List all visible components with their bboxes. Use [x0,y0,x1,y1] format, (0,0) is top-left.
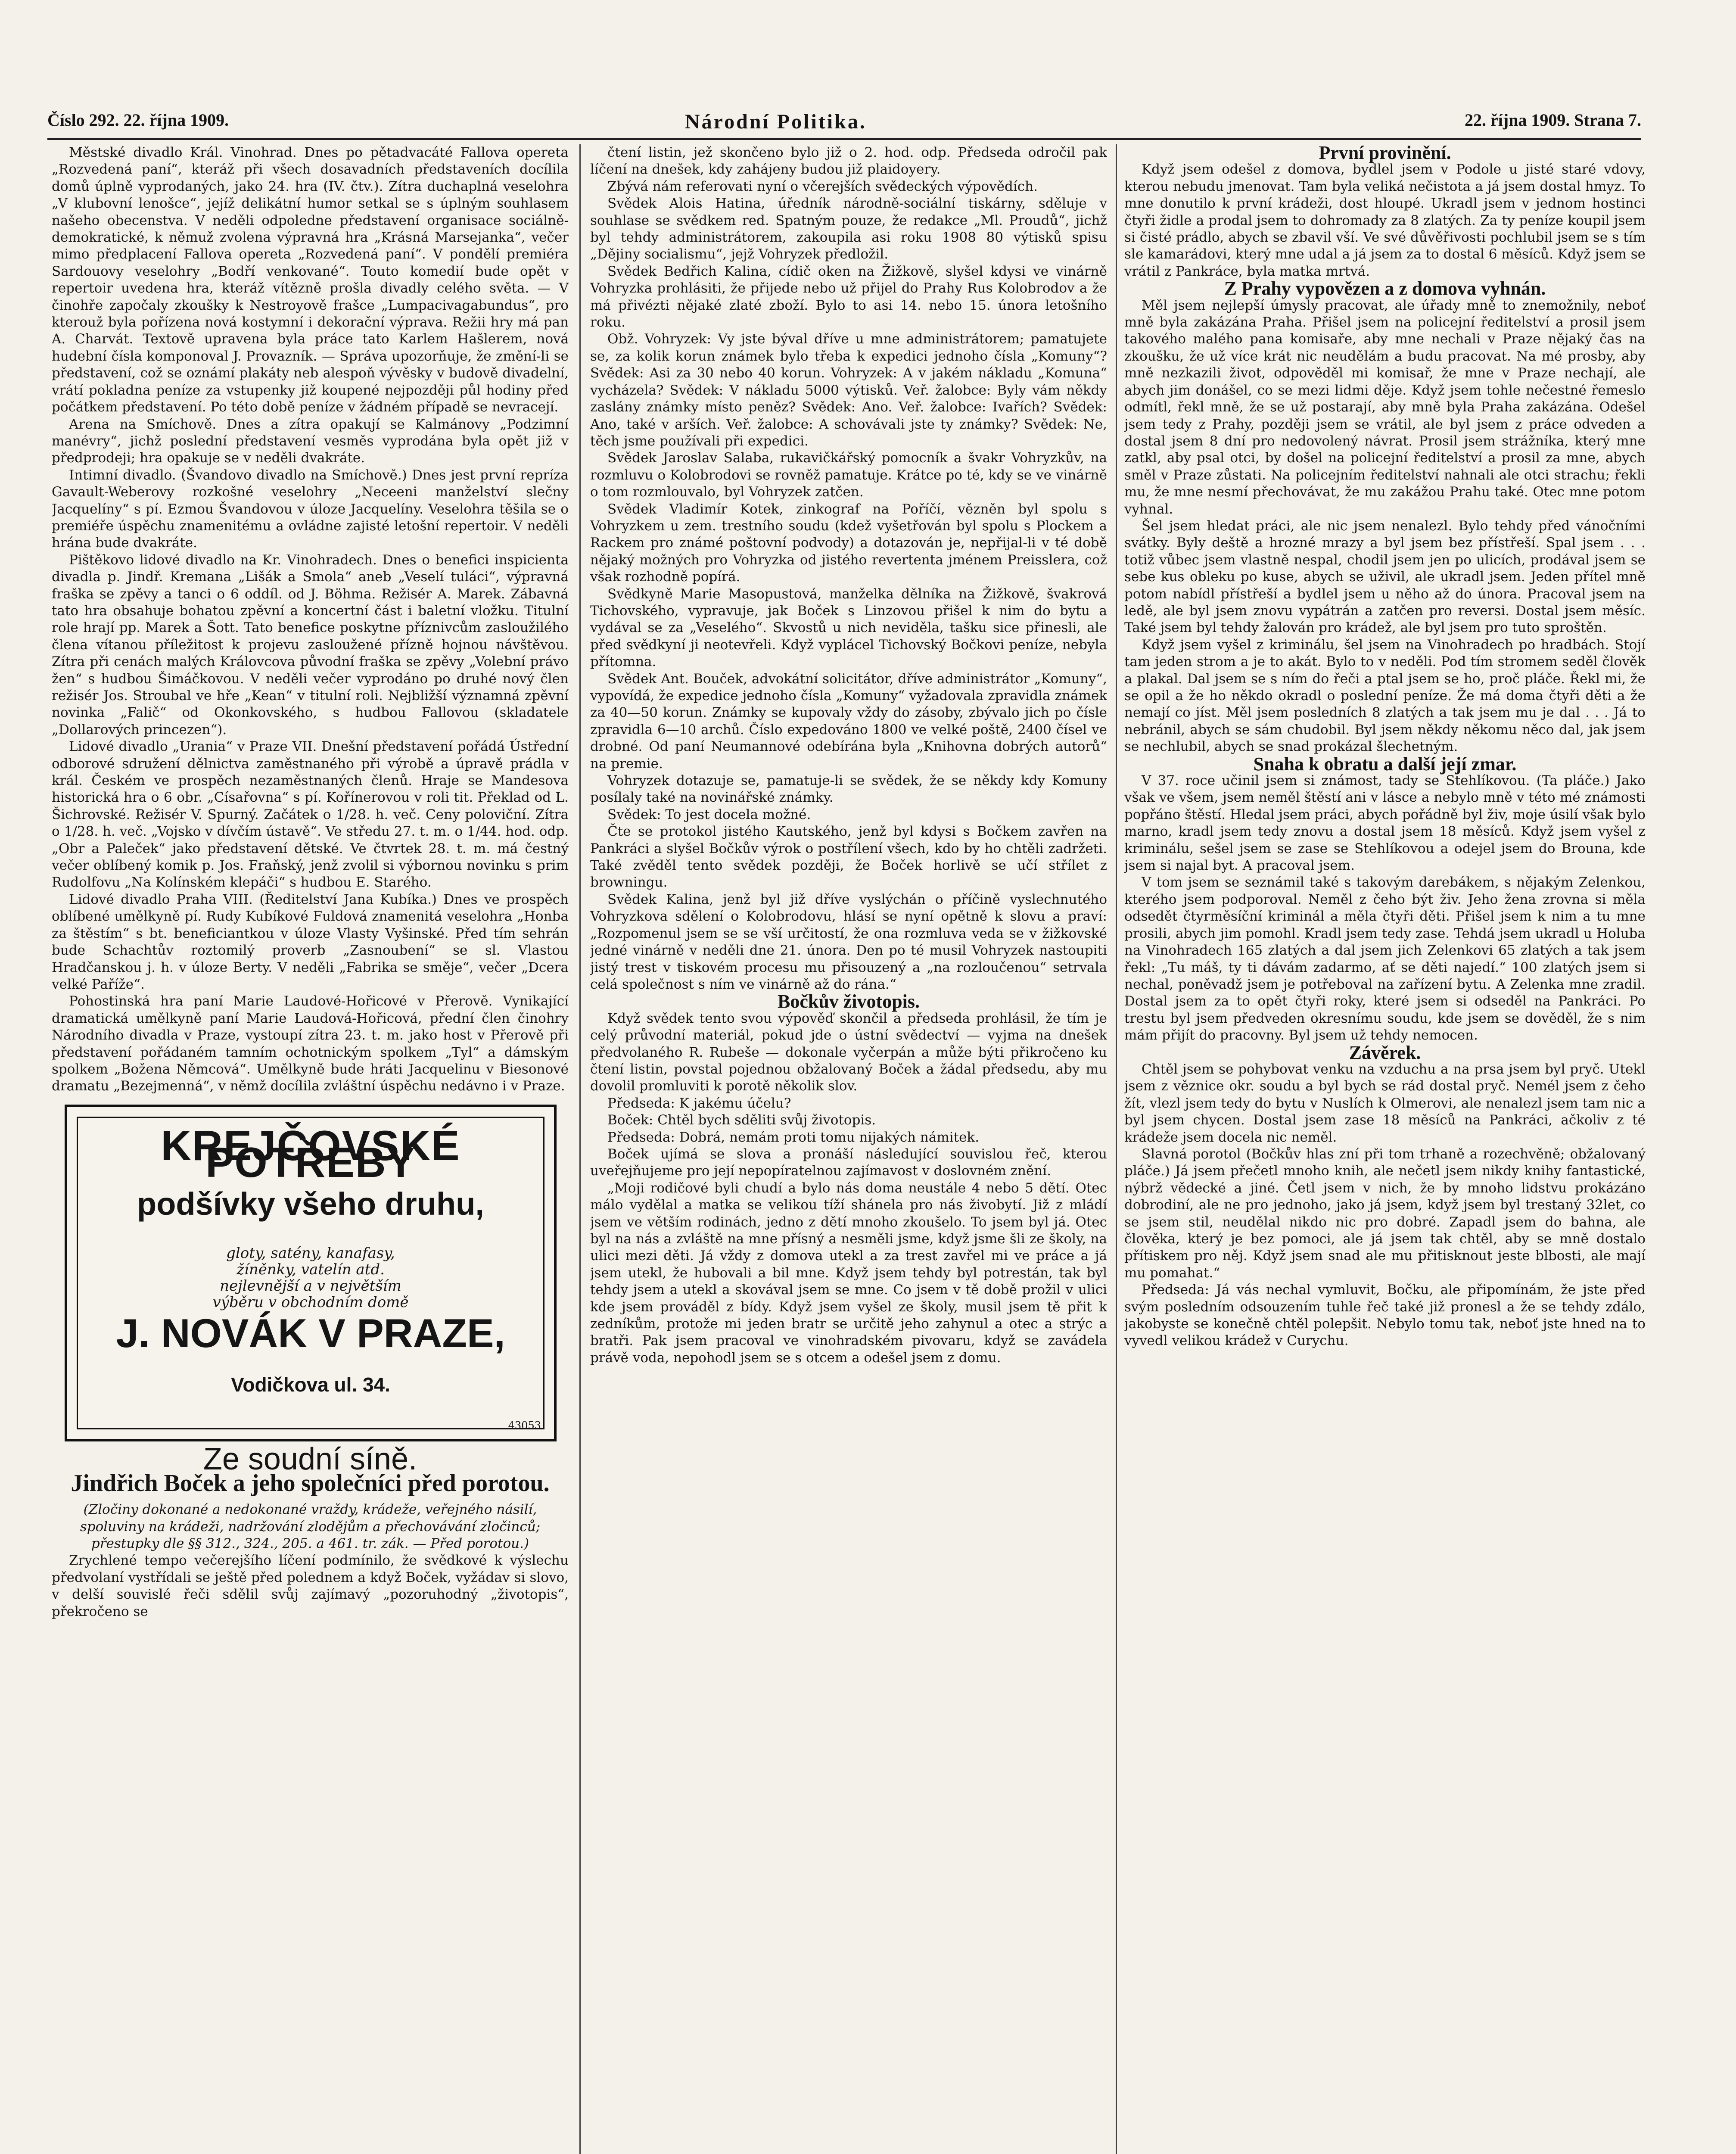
article-paragraph: Když jsem vyšel z kriminálu, šel jsem na Vinohradech po hradbách. Stojí tam jeden strom a je to akát. Bylo to v neděli. Pod tím stromem seděl člověk a plakal. Dal jsem se s ním do řeči a ptal jsem se ho, proč pláče. Řekl mi, že se opil a že ho někdo okradl o poslední peníze. Že má doma čtyři děti a že nemají co jíst. Měl jsem posledních 8 zlatých a tak jsem mu je dal . . . Já to nebránil, abych se sám chudobil. Byl jsem někdy někomu něco dal, jak jsem se nechlubil, abych se snad prokázal šlechetným. [1124,637,1646,755]
article-paragraph: Zbývá nám referovati nyní o včerejších svědeckých výpovědích. [607,178,1038,194]
column-3 [1124,144,1646,2154]
article-paragraph: Slavná porotol (Bočkův hlas zní při tom trhaně a rozechvěně; obžalovaný pláče.) Já jsem přečetl mnoho knih, ale nečetl jsem nikdy knihy fantastické, nýbrž vědecké a jiné. Četl jsem v nich, že by mnoho lidstvu prokázáno dobrodiní, ale ne pro jednoho, jako já jsem, když jsem byl trestaný 32let, co se jsem stil, neudělal nikdo nic pro dobré. Zapadl jsem do bahna, ale člověka, který je bez pomoci, ale já jsem tak chtěl, aby se mně dostalo přítiskem pro něj. Když jsem snad ale mu přitisknout jeste blbosti, ale mají mu pomahat.“ [1124,1146,1646,1281]
court-article-paragraph: Zrychlené tempo večerejšího líčení podmínilo, že svědkové k výslechu předvolaní vystřídali se ještě před polednem a když Boček, vyžádav si slovo, v delší souvislé řeči sdělil svůj zajímavý „pozoruhodný „životopis“, překročeno se [52,1553,569,1619]
theatre-notice-praha-viii: Lidové divadlo Praha VIII. (Ředitelství Jana Kubíka.) Dnes ve prospěch oblíbené umělkyně pí. Rudy Kubíkové Fuldová znamenitá veselohra „Honba za štěstím“ s bt. beneficiantkou v úloze Vlasty Vyšinské. Před tím sehrán bude Schachtův roztomilý proverb „Zasnoubení“ se sl. Vlastou Hradčanskou j. h. v úloze Berty. V neděli „Fabrika se směje“, večer „Dcera velké Paříže“. [52,891,569,992]
witness-boucek: Svědek Ant. Bouček, advokátní solicitátor, dříve administrátor „Komuny“, vypovídá, že expedice jednoho čísla „Komuny“ vyžadovala zpravidla známek za 40—50 korun. Známky se kupovaly vždy do zásoby, zbývalo jich po čísle zpravidla 6—10 archů. Číslo expedováno 1800 ve velké poště, 2400 čísel ve drobné. Od paní Neumannové odebírána byla „Knihovna dobrých autorů“ na premie. [590,671,1107,772]
page-date-number: 22. října 1909. Strana 7. [1465,110,1641,130]
newspaper-title: Národní Politika. [685,110,867,133]
section-heading-effort: Snaha k obratu a další její zmar. [1253,753,1517,775]
article-paragraph: V tom jsem se seznámil také s takovým darebákem, s nějakým Zelenkou, kterého jsem podporoval. Neměl z čeho být živ. Jeho žena zrovna si měla odsedět čtyrměsíční kriminál a měla čtyři děti. Přišel jsem k nim a tu mne prosili, abych jim pomohl. Kradl jsem tedy zase. Tehdá jsem ukradl u Holuba na Vinohradech 165 zlatých a dal jsem jich Zelenkovi 65 zlatých a tak jsem řekl: „Tu máš, ty ti dávám zadarmo, ať se děti najedí.“ 100 zlatých jsem si nechal, poněvadž jsem je potřeboval na zařízení bytu. A Zelenka mne zradil. Dostal jsem za to opět čtyři roky, které jsem si odseděl na Pankráci. Po trestu byl jsem předveden okresnímu soudu, kde jsem se dověděl, že s nim mám přijít do pracovny. Byl jsem už tehdy nemocen. [1124,875,1646,1043]
court-section-title: Ze soudní síně. [203,1441,417,1476]
article-paragraph: Šel jsem hledat práci, ale nic jsem nenalezl. Bylo tehdy před vánočními svátky. Byly deště a hrozné mrazy a byl jsem bez přístřeší. Spal jsem . . . totiž vůbec jsem vlastně nespal, chodil jsem jen po ulicích, prodával jsem se sebe kus obleku po kuse, abych se uživil, ale ukradl jsem. Jeden přítel mně potom nabídl přístřeší a bydlel jsem u něho až do února. Pracoval jsem na ledě, ale byl jsem znovu vypátrán a zatčen pro reversi. Dostal jsem měsíc. Také jsem byl tehdy žalován pro krádež, ale byl jsem pro tuto sproštěn. [1124,518,1646,636]
dialogue-line: Předseda: K jakému účelu? [607,1095,791,1111]
theatre-notice-vinohrady: Městské divadlo Král. Vinohrad. Dnes po pětadvacáté Fallova opereta „Rozvedená paní“, kteráž při všech dosavadních představeních docílila domů úplně vyprodaných, jako 24. hra (IV. čtv.). Zítra duchaplná veselohra „V klubovní lenošce“, jejíž delikátní humor setkal se s úplným souhlasem našeho obecenstva. V neděli odpoledne představení organisace sociálně-demokratické, k němuž zvolena výpravná hra „Krásná Marsejanka“, večer mimo předplacení Fallova opereta „Rozvedená paní“. V pondělí premiéra Sardouovy veselohry „Bodří venkované“. Touto komedií bude opět v repertoir uvedena hra, kteráž vítězně prošla divadly celého světa. — V činohře započaly zkoušky k Nestroyově frašce „Lumpacivagabundus“, pro kterouž byla pořízena nová kostymní i dekorační výprava. Režii hry má pan A. Charvát. Textově upravena byla práce tato Karlem Hašlerem, nová hudební čísla komponoval J. Provazník. — Správa upozorňuje, že změní-li se představení, což se oznámí plakáty neb alespoň vývěsky v budově divadelní, vrátí pokladna peníze za vstupenky již koupené nejpozději půl hodiny před počátkem představení. Po této době peníze v žádném případě se nevracejí. [52,145,569,415]
dialogue-line: Boček: Chtěl bych sděliti svůj životopis. [607,1112,876,1128]
protocol-kautsky: Čte se protokol jistého Kautského, jenž byl kdysi s Bočkem zavřen na Pankráci a slyšel Bočkův výrok o postřílení všech, kdo by ho chtěli zadržeti. Také zvěděl tento svědek později, že Boček horlivě se učí střílet z browningu. [590,824,1107,890]
column-1 [52,144,569,2154]
article-paragraph: Když svědek tento svou výpověď skončil a předseda prohlásil, že tím je celý průvodní materiál, pokud jde o ústní svědectví — vyjma na dnešek předvolaného R. Rubeše — dokonale vyčerpán a může býti přikročeno ku čtení listin, povstal pojednou obžalovaný Boček a žádal předsedu, aby mu dovolil promluviti k porotě několik slov. [590,1010,1107,1094]
theatre-notice-arena: Arena na Smíchově. Dnes a zítra opakují se Kalmánovy „Podzimní manévry“, jichž poslední představení vesměs vyprodána byla opět již v předprodeji; hra opakuje se v neděli dvakráte. [52,416,569,466]
article-paragraph: Svědek: To jest docela možné. [607,806,811,822]
ad-number: 43053 [508,1419,541,1432]
article-paragraph: čtení listin, jež skončeno bylo již o 2. hod. odp. Předseda odročil pak líčení na dnešek, kdy zahájeny budou již plaidoyery. [590,145,1107,177]
section-heading-conclusion: Závěrek. [1349,1042,1421,1063]
ad-headline: KREJČOVSKÉ POTŘEBY [161,1121,460,1186]
section-heading-biography: Bočkův životopis. [777,991,920,1012]
ad-subheadline: podšívky všeho druhu, [137,1186,484,1222]
article-paragraph: Měl jsem nejlepší úmysly pracovat, ale úřady mně to znemožnily, neboť mně byla zakázána Praha. Přišel jsem na policejní ředitelství a prosil jsem takového malého pana komisaře, aby mne nechali v Praze nějaký čas na zkoušku, že už více krát nic neudělám a budu pracovat. Na mé prosby, aby mně nezkazili život, odpověděl mi komisař, že mne v Praze nechají, ale abych jim donášel, co se mezi lidmi děje. Když jsem tohle nečestné řemeslo odmítl, řekl mně, že se už postarají, aby mně byla Praha zakázána. Odešel jsem tedy z Prahy, později jsem se vrátil, ale byl jsem z práce odveden a dostal jsem 8 dní pro nedovolený návrat. Prosil jsem strážníka, který mne zatkl, aby psal otci, by došel na policejní ředitelství a prosil za mne, abych směl v Praze zůstati. Na policejním ředitelství nahnali ale otci strachu; řekli mu, že mne nesmí přechovávat, že mu zakážou Prahu také. Otec mne potom vyhnal. [1124,297,1646,517]
witness-salaba: Svědek Jaroslav Salaba, rukavičkářský pomocník a švakr Vohryzkův, na rozmluvu o Kolobrodovi se rovněž pamatuje. Krátce po té, kdy se ve vinárně o tom rozmlouvalo, byl Vohryzek zatčen. [590,450,1107,500]
header-rule [47,138,1641,140]
court-article-intro: (Zločiny dokonané a nedokonané vraždy, krádeže, veřejného násilí, spoluviny na krádeži, nadržování zlodějům a přechovávání zločinců; přestupky dle §§ 312., 324., 205. a 461. tr. zák. — Před porotou.) [80,1502,541,1551]
advertisement-tailoring [65,1105,557,1441]
witness-hatina: Svědek Alois Hatina, úředník národně-sociální tiskárny, sděluje v souhlase se svědkem red. Spatným pouze, že redakce „Ml. Proudů“, jichž byl tehdy administrátorem, zakoupila asi roku 1908 80 výtisků spisu „Dějiny socialismu“, jejž Vohryzek předložil. [590,196,1107,262]
article-paragraph: Vohryzek dotazuje se, pamatuje-li se svědek, že se někdy kdy Komuny posílaly také na novinářské známky. [590,773,1107,806]
witness-kalina-again: Svědek Kalina, jenž byl již dříve vyslýchán o příčině vyslechnutého Vohryzkova sdělení o Kolobrodovu, hlásí se nyní opětně k slovu a praví: „Rozpomenul jsem se se vší určitostí, že ona rozmluva veda se v žižkovské jedné vinárně v neděli dne 21. února. Den po té musil Vohryzek nastoupiti jistý trest v tiskovém procesu mu přisouzený a „na rozloučenou“ setrvala celá společnost s ním ve vinárně až do rána.“ [590,891,1107,992]
column-divider-2 [1116,144,1117,2154]
theatre-notice-pistek: Pištěkovo lidové divadlo na Kr. Vinohradech. Dnes o benefici inspicienta divadla p. Jindř. Kremana „Lišák a Smola“ aneb „Veselí tuláci“, výpravná fraška se zpěvy a tanci o 6 oddíl. od J. Böhma. Režisér A. Marek. Zábavná tato hra obsahuje bohatou zpěvní a koncertní část i baletní vložku. Titulní role hrají pp. Marek a Šott. Tato benefice poskytne příznivcům zasloužilého člena vítanou příležitost k projevu zasloužené přízně hojnou návštěvou. Zítra při cenách malých Královcova původní fraška se zpěvy „Volební právo žen“ s hudbou Šimáčkovou. V neděli večer vyprodáno po druhé nový člen režisér Jos. Stroubal ve hře „Kean“ v titulní roli. Nejbližší významná zpěvní novinka „Falič“ od Okonkovského, s hudbou Fallovou (skladatele „Dollarových princezen“). [52,552,569,738]
page-header [47,110,1641,136]
issue-number-date: Číslo 292. 22. října 1909. [47,110,229,130]
biography-speech: „Moji rodičové byli chudí a bylo nás doma neustále 4 nebo 5 dětí. Otec málo vydělal a matka se velikou tíží shánela pro nás živobytí. Již z mládí jsem ve větším rodinách, jedno z dětí mnoho zkoušelo. To jsem byl já. Otec byl na nás a zvláště na mne přísný a nesměli jsme, když jsme šli ze školy, na ulici mezi děti. Já vždy z domova utekl a za trest zavřel mi ve práce a já jsem utekl, že hubovali a bil mne. Když jsem tehdy byl potrestán, tak byl tehdy jsem a utekl a skovával jsem se mne. Co jsem v tě době prožil v ulici kde jsem prováděl z bídy. Když jsem vyšel ze školy, musil jsem tě přit k zedníkům, protože mi jeden bratr se určitě jeho zahynul a otec a strýc a bratři. Pak jsem pracoval ve vinohradském pivovaru, když se zavádela právě voda, nepohodl jsem se s otcem a odešel jsem z domu. [590,1180,1107,1366]
section-heading-expelled: Z Prahy vypovězen a z domova vyhnán. [1224,278,1546,299]
witness-masopustova: Svědkyně Marie Masopustová, manželka dělníka na Žižkově, švakrová Tichovského, vypravuje, jak Boček s Linzovou přišel k nim do bytu a vydával se za „Veselého“. Skvostů u nich neviděla, tašku sice přinesli, ale před svědkyní ji neotevřeli. Když vyplácel Tichovský Bočkovi peníze, nebyla přítomna. [590,586,1107,670]
section-heading-first-offense: První provinění. [1319,144,1451,163]
article-paragraph: Boček ujímá se slova a pronáší následující souvislou řeč, kterou uveřejňujeme pro její nepopíratelnou zajímavost v doslovném znění. [590,1146,1107,1179]
article-paragraph: V 37. roce učinil jsem si známost, tady se Stehlíkovou. (Ta pláče.) Jako však ve všem, jsem neměl štěstí ani v lásce a nebylo mně v této mé známosti popřáno štěstí. Hledal jsem práci, abych pořádně byl živ, moje úsilí však bylo marno, kradl jsem tedy znovu a dostal jsem 18 měsíců. Když jsem vyšel z kriminálu, sešel jsem se zase se Stehlíkovou a odejel jsem do Brouna, kde jsem si najal byt. A pracoval jsem. [1124,773,1646,874]
column-2 [590,144,1107,2154]
column-divider-1 [579,144,581,2154]
court-article-headline: Jindřich Boček a jeho společníci před porotou. [71,1470,550,1497]
dialogue-line: Předseda: Dobrá, nemám proti tomu nijakých námitek. [607,1129,980,1145]
theatre-notice-prerov: Pohostinská hra paní Marie Laudové-Hořicové v Přerově. Vynikající dramatická umělkyně paní Marie Laudová-Hořicová, přední člen činohry Národního divadla v Praze, vystoupí zítra 23. t. m. jako host v Přerově při představení pořádaném tamním ochotnickým spolkem „Tyl“ a dámským spolkem „Božena Němcová“. Umělkyně bude hráti Jacquelinu v Biesonové dramatu „Bezejmenná“, v němž docílila zvláštní úspěchu nedávno i v Praze. [52,993,569,1094]
witness-dialogue: Obž. Vohryzek: Vy jste býval dříve u mne administrátorem; pamatujete se, za kolik korun známek bylo třeba k expedici jednoho čísla „Komuny“? Svědek: Asi za 30 nebo 40 korun. Vohryzek: A v jakém nákladu „Komuna“ vycházela? Svědek: V nákladu 5000 výtisků. Veř. žalobce: Byly vám někdy zaslány známky místo peněz? Svědek: Ano. Veř. žalobce: Ivařích? Svědek: Ano, také v arších. Veř. žalobce: A schovávali jste ty známky? Svědek: Ne, těch jsme používali při expedici. [590,331,1107,449]
theatre-notice-urania: Lidové divadlo „Urania“ v Praze VII. Dnešní představení pořádá Ústřední odborové sdružení dělnictva zaměstnaného při výrobě a úpravě prádla v král. Českém ve prospěch nezaměstnaných členů. Hraje se Mandesova historická hra o 6 obr. „Císařovna“ s pí. Kořínerovou v roli tit. Překlad od L. Šichrovské. Režisér V. Spurný. Začátek o 1/28. h. več. Ceny poloviční. Zítra o 1/28. h. več. „Vojsko v dívčím ústavě“. Ve středu 27. t. m. o 1/44. hod. odp. „Obr a Paleček“ jako představení dětské. Ve čtvrtek 28. t. m. má čestný večer oblíbený komik p. Jos. Fraňský, jenž zvolil si výbornou novinku s prim Rudolfovu „Na Kolínském klepáči“ s hudbou E. Starého. [52,739,569,890]
witness-kalina: Svědek Bedřich Kalina, cídič oken na Žižkově, slyšel kdysi ve vinárně Vohryzka prohlásiti, že přijede nebo už přijel do Prahy Rus Kolobrodov a že má přivézti nějaké zlaté zboží. Bylo to asi 14. nebo 15. února letošního roku. [590,263,1107,330]
article-paragraph: Předseda: Já vás nechal vymluvit, Bočku, ale připomínám, že jste před svým posledním odsouzením tuhle řeč také již pronesl a že se tehdy zdálo, jakobyste se konečně chtěl polepšit. Nebylo tomu tak, neboť jste hned na to vyvedl velikou krádež v Curychu. [1124,1282,1646,1349]
witness-kotek: Svědek Vladimír Kotek, zinkograf na Poříčí, vězněn byl spolu s Vohryzkem u zem. trestního soudu (kdež vyšetřován byl spolu s Plockem a Rackem pro známé poštovní podvody) a dotazován je, nepřijal-li v té době nějaký možných pro Vohryzka od jistého revertenta jménem Preisslera, což však rozhodně popírá. [590,501,1107,585]
ad-goods-list: gloty, satény, kanafasy, žíněnky, vatelín atd. nejlevnější a v největším výběru v obchodním domě [212,1244,409,1311]
article-paragraph: Chtěl jsem se pohybovat venku na vzduchu a na prsa jsem byl pryč. Utekl jsem z věznice okr. soudu a byl bych se rád dostal pryč. Nemél jsem z čeho žít, vlezl jsem tedy do bytu v Nuslích k Olmerovi, ale nenalezl jsem tam nic a byl jsem chycen. Dostal jsem zase 18 měsíců na Pankráci, ačkoliv z té krádeže jsem docela nic neměl. [1124,1061,1646,1145]
ad-merchant-name: J. NOVÁK V PRAZE, [116,1310,505,1356]
ad-address: Vodičkova ul. 34. [231,1373,390,1396]
theatre-notice-intimni: Intimní divadlo. (Švandovo divadlo na Smíchově.) Dnes jest první repríza Gavault-Weberovy rozkošné veselohry „Neceeni manželství slečny Jacquelíny“ s pí. Ezmou Švandovou v úloze Jacquelíny. Veselohra těšila se o premiéře úspěchu znamenitému a ovládne zajisté letošní repertoir. V neděli hrána bude dvakráte. [52,467,569,551]
article-paragraph: Když jsem odešel z domova, bydlel jsem v Podole u jisté staré vdovy, kterou nebudu jmenovat. Tam byla veliká nečistota a já jsem dostal hmyz. To mne donutilo k první krádeži, dost hloupé. Ukradl jsem v jednom hostinci čtyři židle a prodal jsem to dohromady za 8 zlatých. Za ty peníze koupil jsem si čisté prádlo, abych se zbavil vší. Ve své důvěřivosti pochlubil jsem se s tím sle kamarádovi, který mne udal a já jsem za to dostal 6 měsíců. Když jsem se vrátil z Pankráce, byla matka mrtvá. [1124,162,1646,279]
